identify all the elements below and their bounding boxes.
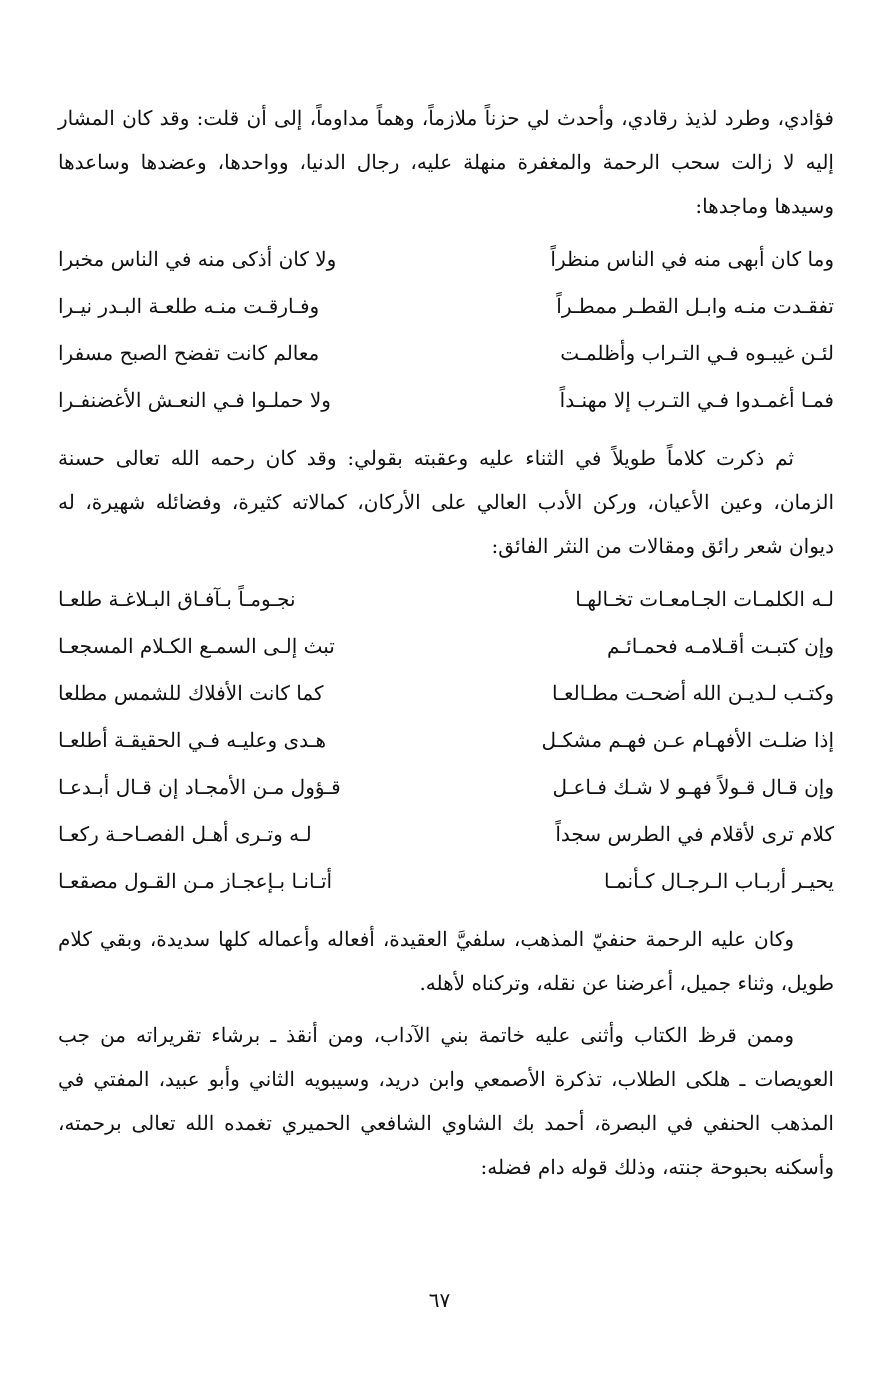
verse-line: [58, 377, 834, 424]
poem-elegy: [58, 236, 834, 424]
verse-line: [58, 670, 834, 717]
verse-first-hemistich: تفقـدت منـه وابـل القطـر ممطـراً: [556, 294, 834, 318]
paragraph-4: [58, 1013, 834, 1189]
verse-first-hemistich: لـه الكلمـات الجـامعـات تخـالهـا: [575, 587, 834, 611]
verse-line: [58, 764, 834, 811]
verse-line: [58, 576, 834, 623]
paragraph-text: وكان عليه الرحمة حنفيّ المذهب، سلفيَّ العقيدة، أفعاله وأعماله كلها سديدة، وبقي كلام طويل، وثناء جميل، أعرضنا عن نقله، وتركناه لأهله.: [58, 927, 834, 995]
verse-line: [58, 858, 834, 905]
verse-line: [58, 717, 834, 764]
page-body: [58, 96, 834, 1197]
verse-line: [58, 283, 834, 330]
paragraph-text: ثم ذكرت كلاماً طويلاً في الثناء عليه وعقبته بقولي: وقد كان رحمه الله تعالى حسنة الزمان، وعين الأعيان، وركن الأدب العالي على الأركان، كمالاته كثيرة، وفضائله شهيرة، له ديوان شعر رائق ومقالات من النثر الفائق:: [58, 446, 834, 558]
verse-second-hemistich: كما كانت الأفلاك للشمس مطلعا: [58, 681, 324, 705]
verse-first-hemistich: إذا ضلـت الأفهـام عـن فهـم مشكـل: [541, 728, 834, 752]
verse-first-hemistich: لئـن غيبـوه فـي التـراب وأظلمـت: [560, 341, 834, 365]
verse-second-hemistich: أتـانـا بـإعجـاز مـن القـول مصقعـا: [58, 869, 333, 893]
verse-second-hemistich: لـه وتـرى أهـل الفصـاحـة ركعـا: [58, 822, 312, 846]
paragraph-1: [58, 96, 834, 228]
poem-praise: [58, 576, 834, 905]
verse-first-hemistich: وما كان أبهى منه في الناس منظراً: [550, 247, 834, 271]
verse-second-hemistich: ولا حملـوا فـي النعـش الأغضنفـرا: [58, 388, 331, 412]
verse-line: [58, 811, 834, 858]
paragraph-2: [58, 436, 834, 568]
verse-first-hemistich: يحيـر أربـاب الـرجـال كـأنمـا: [604, 869, 834, 893]
page-number: ٦٧: [428, 1288, 451, 1312]
verse-line: [58, 236, 834, 283]
verse-first-hemistich: وكتـب لـديـن الله أضحـت مطـالعـا: [552, 681, 834, 705]
verse-line: [58, 330, 834, 377]
verse-first-hemistich: وإن كتبـت أقـلامـه فحمـائـم: [607, 634, 834, 658]
paragraph-text: وممن قرظ الكتاب وأثنى عليه خاتمة بني الآداب، ومن أنقذ ـ برشاء تقريراته من جب العويصات ـ هلكى الطلاب، تذكرة الأصمعي وابن دريد، وسيبويه الثاني وأبو عبيد، المفتي في المذهب الحنفي في البصرة، أحمد بك الشاوي الشافعي الحميري تغمده الله تعالى برحمته، وأسكنه بحبوحة جنته، وذلك قوله دام فضله:: [58, 1023, 834, 1179]
verse-line: [58, 623, 834, 670]
paragraph-text: فؤادي، وطرد لذيذ رقادي، وأحدث لي حزناً ملازماً، وهماً مداوماً، إلى أن قلت: وقد كان المشار إليه لا زالت سحب الرحمة والمغفرة منهلة عليه، رجال الدنيا، وواحدها، وعضدها وساعدها وسيدها وماجدها:: [58, 106, 834, 218]
verse-second-hemistich: تبث إلـى السمـع الكـلام المسجعـا: [58, 634, 335, 658]
verse-second-hemistich: وفـارقـت منـه طلعـة البـدر نيـرا: [58, 294, 320, 318]
paragraph-3: [58, 917, 834, 1005]
verse-first-hemistich: وإن قـال قـولاً فهـو لا شـك فـاعـل: [552, 775, 834, 799]
verse-first-hemistich: كلام ترى لأقلام في الطرس سجداً: [555, 822, 834, 846]
verse-second-hemistich: نجـومـاً بـآفـاق البـلاغـة طلعـا: [58, 587, 296, 611]
verse-second-hemistich: قـؤول مـن الأمجـاد إن قـال أبـدعـا: [58, 775, 341, 799]
verse-second-hemistich: معالم كانت تفضح الصبح مسفرا: [58, 341, 320, 365]
verse-second-hemistich: هـدى وعليـه فـي الحقيقـة أطلعـا: [58, 728, 327, 752]
verse-first-hemistich: فمـا أغمـدوا فـي التـرب إلا مهنـداً: [559, 388, 834, 412]
verse-second-hemistich: ولا كان أذكى منه في الناس مخبرا: [58, 247, 337, 271]
